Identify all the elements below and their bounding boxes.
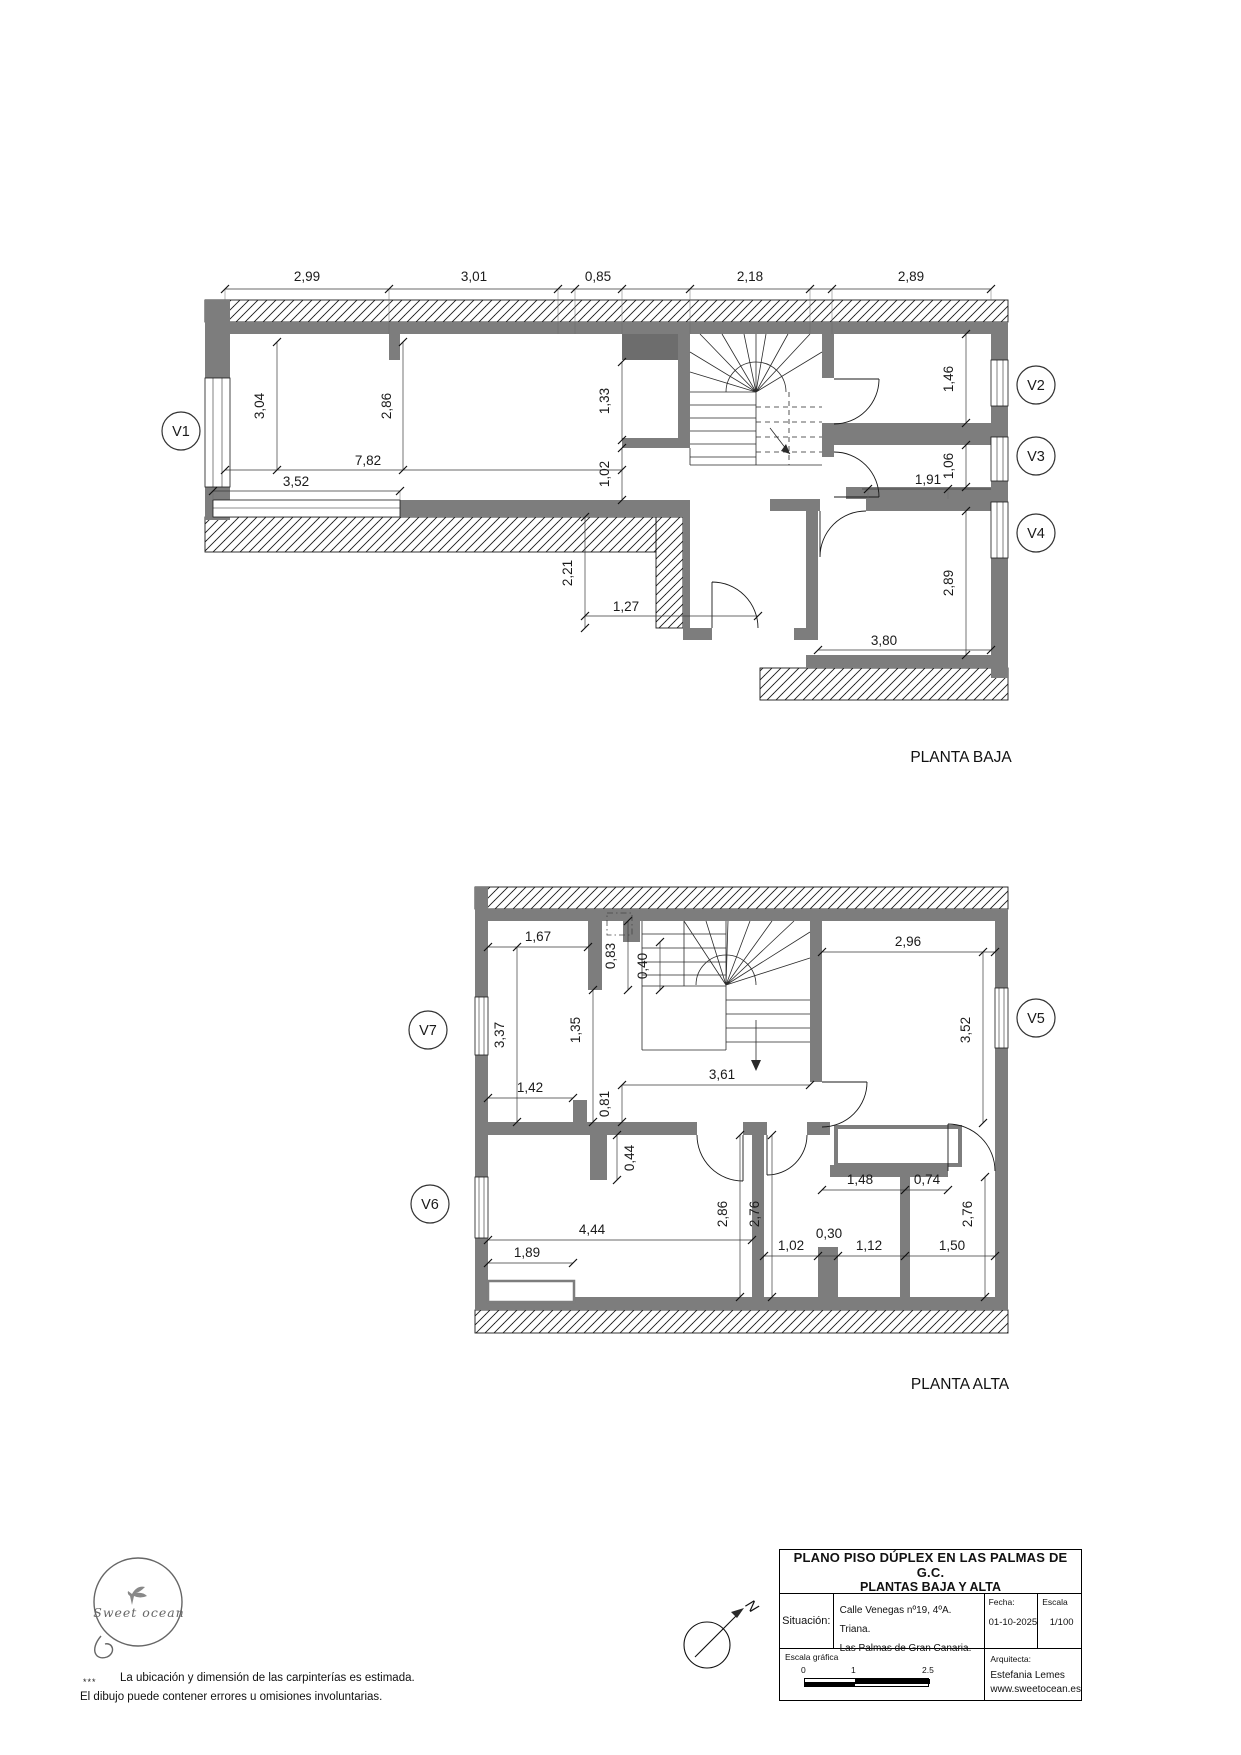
v5-window	[995, 988, 1008, 1048]
baja-low-window-352	[213, 500, 400, 517]
dim-label: 2,89	[897, 269, 925, 284]
v7-window	[475, 997, 488, 1055]
note-line-2: El dibujo puede contener errores u omisiones involuntarias.	[80, 1691, 383, 1703]
notes-asterisks: ***	[83, 1677, 97, 1687]
dim-label: 2,18	[736, 269, 764, 284]
dim-label: 1,02	[777, 1238, 805, 1253]
planta-alta-drawing	[409, 887, 1055, 1393]
situacion-line2: Las Palmas de Gran Canaria.	[839, 1643, 972, 1654]
dim-label: 1,02	[597, 460, 612, 488]
staircase-alta	[642, 921, 810, 1071]
dim-label: 0,83	[603, 942, 618, 970]
title-block	[779, 1549, 1082, 1701]
baja-bottomleft-exterior-wall	[205, 517, 656, 552]
v3-label: V3	[1027, 449, 1045, 465]
logo-swirl	[95, 1636, 113, 1658]
closet	[488, 1281, 574, 1302]
dim-label: 1,27	[612, 599, 640, 614]
dim-label: 3,52	[958, 1016, 973, 1044]
v5-label: V5	[1027, 1011, 1045, 1027]
dim-label: 1,89	[513, 1245, 541, 1260]
dim-label: 3,52	[282, 474, 310, 489]
dim-label: 2,89	[941, 569, 956, 597]
baja-corridor-west-wall	[656, 517, 683, 628]
dim-label: 2,86	[715, 1200, 730, 1228]
dim-label: 1,35	[568, 1016, 583, 1044]
arquitecta-cell	[985, 1649, 1081, 1701]
fecha-label: Fecha:	[988, 1597, 1015, 1607]
dim-label: 3,80	[870, 633, 898, 648]
v4-window	[991, 502, 1008, 558]
dim-label: 3,37	[492, 1021, 507, 1049]
sheet-title: PLANO PISO DÚPLEX EN LAS PALMAS DE G.C.	[793, 1549, 1068, 1580]
planta-alta-title: PLANTA ALTA	[910, 1376, 1010, 1393]
arquitecta-web: www.sweetocean.es	[990, 1684, 1081, 1695]
situacion-line1: Calle Venegas nº19, 4ºA. Triana.	[839, 1605, 952, 1635]
dim-label: 0,85	[584, 269, 612, 284]
dim-label: 1,06	[941, 452, 956, 480]
escala-grafica-label: Escala gráfica	[785, 1652, 839, 1662]
arquitecta-name: Estefania Lemes	[990, 1670, 1065, 1681]
scale-tick-2: 2.5	[922, 1665, 934, 1675]
baja-bottomright-exterior-wall	[760, 668, 1008, 700]
dim-label: 1,50	[938, 1238, 966, 1253]
dim-label: 2,21	[560, 559, 575, 587]
dim-label: 2,99	[293, 269, 321, 284]
title-block-middle-row	[780, 1594, 1081, 1654]
bird-icon	[128, 1587, 147, 1605]
fecha-cell	[985, 1594, 1039, 1648]
v4-label: V4	[1027, 526, 1045, 542]
dim-label: 4,44	[578, 1222, 606, 1237]
dim-label: 1,46	[941, 365, 956, 393]
arquitecta-label: Arquitecta:	[990, 1654, 1032, 1664]
logo-text: Sweet ocean	[93, 1605, 185, 1620]
escala-grafica-cell	[780, 1649, 985, 1701]
alta-dim-lines	[488, 921, 995, 1297]
dim-label: 2,86	[379, 392, 394, 420]
north-label: N	[741, 1596, 762, 1617]
v6-label: V6	[421, 1197, 439, 1213]
dim-label: 1,67	[524, 929, 552, 944]
v3-window	[991, 437, 1008, 481]
dim-label: 0,30	[815, 1226, 843, 1241]
dim-label: 2,96	[894, 934, 922, 949]
note-line-1: La ubicación y dimensión de las carpinterías es estimada.	[120, 1672, 415, 1684]
dim-label: 2,76	[960, 1200, 975, 1228]
dim-label: 1,48	[846, 1172, 874, 1187]
dim-label: 3,04	[252, 392, 267, 420]
dim-label: 1,33	[597, 387, 612, 415]
north-arrow	[684, 1597, 762, 1668]
bathtub	[836, 1127, 960, 1165]
title-block-bottom-row	[780, 1649, 1081, 1701]
dim-label: 1,42	[516, 1080, 544, 1095]
escala-label: Escala	[1042, 1597, 1068, 1607]
situacion-value	[834, 1594, 985, 1654]
fecha-value: 01-10-2025	[988, 1617, 1038, 1628]
alta-interior-walls	[475, 887, 1008, 1310]
sweet-ocean-logo	[93, 1558, 184, 1658]
dim-label: 7,82	[354, 453, 382, 468]
planta-baja-title: PLANTA BAJA	[910, 749, 1012, 766]
dim-label: 2,76	[747, 1200, 762, 1228]
scale-tick-0: 0	[801, 1665, 806, 1675]
baja-top-exterior-wall	[205, 300, 1008, 322]
dim-label: 1,91	[914, 472, 942, 487]
scale-tick-1: 1	[851, 1665, 856, 1675]
escala-cell	[1038, 1594, 1081, 1648]
graphic-scale-bar	[804, 1678, 929, 1687]
v1-label: V1	[172, 424, 190, 440]
alta-dim-ticks	[484, 917, 999, 1301]
staircase-baja	[690, 334, 822, 465]
dim-label: 3,61	[708, 1067, 736, 1082]
v1-window	[205, 378, 230, 487]
sheet-subtitle: PLANTAS BAJA Y ALTA	[860, 1579, 1001, 1594]
v2-window	[991, 360, 1008, 406]
alta-bottom-exterior-wall	[475, 1310, 1008, 1333]
escala-value: 1/100	[1049, 1617, 1074, 1628]
alta-windows	[475, 988, 1008, 1238]
dim-label: 0,81	[597, 1090, 612, 1118]
title-block-header	[780, 1550, 1081, 1594]
v7-label: V7	[419, 1023, 437, 1039]
alta-top-exterior-wall	[475, 887, 1008, 909]
dim-label: 3,01	[460, 269, 488, 284]
v2-label: V2	[1027, 378, 1045, 394]
v6-window	[475, 1177, 488, 1238]
dim-label: 0,74	[913, 1172, 941, 1187]
planta-baja-drawing	[162, 269, 1055, 766]
dim-label: 0,44	[622, 1144, 637, 1172]
dim-label: 1,12	[855, 1238, 883, 1253]
situacion-label: Situación:	[780, 1594, 834, 1648]
dim-label: 0,40	[635, 952, 650, 980]
